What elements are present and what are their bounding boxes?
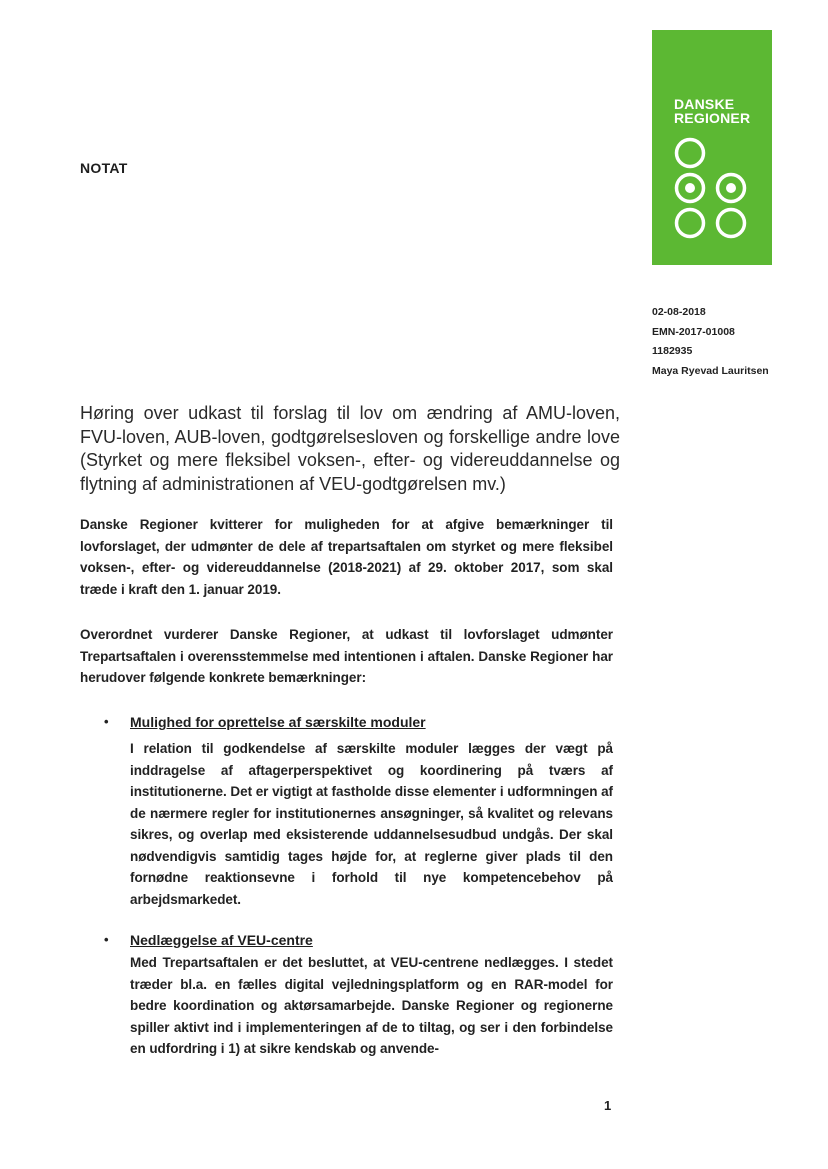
bullet-title-veu-centre: Nedlæggelse af VEU-centre <box>130 932 313 948</box>
meta-date: 02-08-2018 <box>652 306 706 318</box>
intro-paragraph: Danske Regioner kvitterer for muligheden for at afgive bemærkninger til lovforslaget, der udmønter de dele af trepartsaftalen om styrket og mere fleksibel voksen-, efter- og videreuddannelse (2018-2021) af 29. oktober 2017, som skal træde i kraft den 1. januar 2019. <box>80 517 613 597</box>
overview-paragraph: Overordnet vurderer Danske Regioner, at udkast til lovforslaget udmønter Trepartsaftalen i overensstemmelse med intentionen i aftalen. Danske Regioner har herudover følgende konkrete bemærkninger: <box>80 627 613 685</box>
document-type-label: NOTAT <box>80 160 128 176</box>
bullet-body-veu-centre: Med Trepartsaftalen er det besluttet, at VEU-centrene nedlægges. I stedet træder bl.a. en fælles digital vejledningsplatform og en RAR-model for bedre koordination og aktørsamarbejde. Danske Regioner og regionerne spiller aktivt ind i implementeringen af de to tiltag, og ser i den forbindelse en udfordring i 1) at sikre kendskab og anvende- <box>130 955 613 1056</box>
document-meta <box>652 303 769 381</box>
meta-author: Maya Ryevad Lauritsen <box>652 364 769 377</box>
danske-regioner-logo <box>652 30 772 265</box>
six-circles-emblem-icon <box>652 30 772 265</box>
logo-line-1: DANSKE <box>674 96 735 112</box>
meta-document-number: 1182935 <box>652 345 693 357</box>
page-number: 1 <box>604 1098 612 1113</box>
bullet-body-modules: I relation til godkendelse af særskilte moduler lægges der vægt på inddragelse af aftagerperspektivet og koordinering på tværs af institutionerne. Det er vigtigt at fastholde disse elementer i udformningen af de nærmere regler for institutionernes ansøgninger, så kvalitet og relevans sikres, og overlap med eksisterende uddannelsesudbud undgås. Der skal nødvendigvis samtidig tages højde for, at reglerne giver plads til den fornødne reaktionsevne i forhold til nye kompetencebehov på arbejdsmarkedet. <box>130 741 613 907</box>
meta-case-number: EMN-2017-01008 <box>652 325 735 338</box>
bullet-title-modules: Mulighed for oprettelse af særskilte moduler <box>130 714 426 730</box>
bullet-marker: • <box>104 932 109 947</box>
bullet-marker: • <box>104 714 109 729</box>
logo-line-2: REGIONER <box>674 110 751 126</box>
document-title: Høring over udkast til forslag til lov om ændring af AMU-loven, FVU-loven, AUB-loven, godtgørelsesloven og forskellige andre love (Styrket og mere fleksibel voksen-, efter- og videreuddannelse og flytning af administrationen af VEU-godtgørelsen mv.) <box>80 403 620 494</box>
